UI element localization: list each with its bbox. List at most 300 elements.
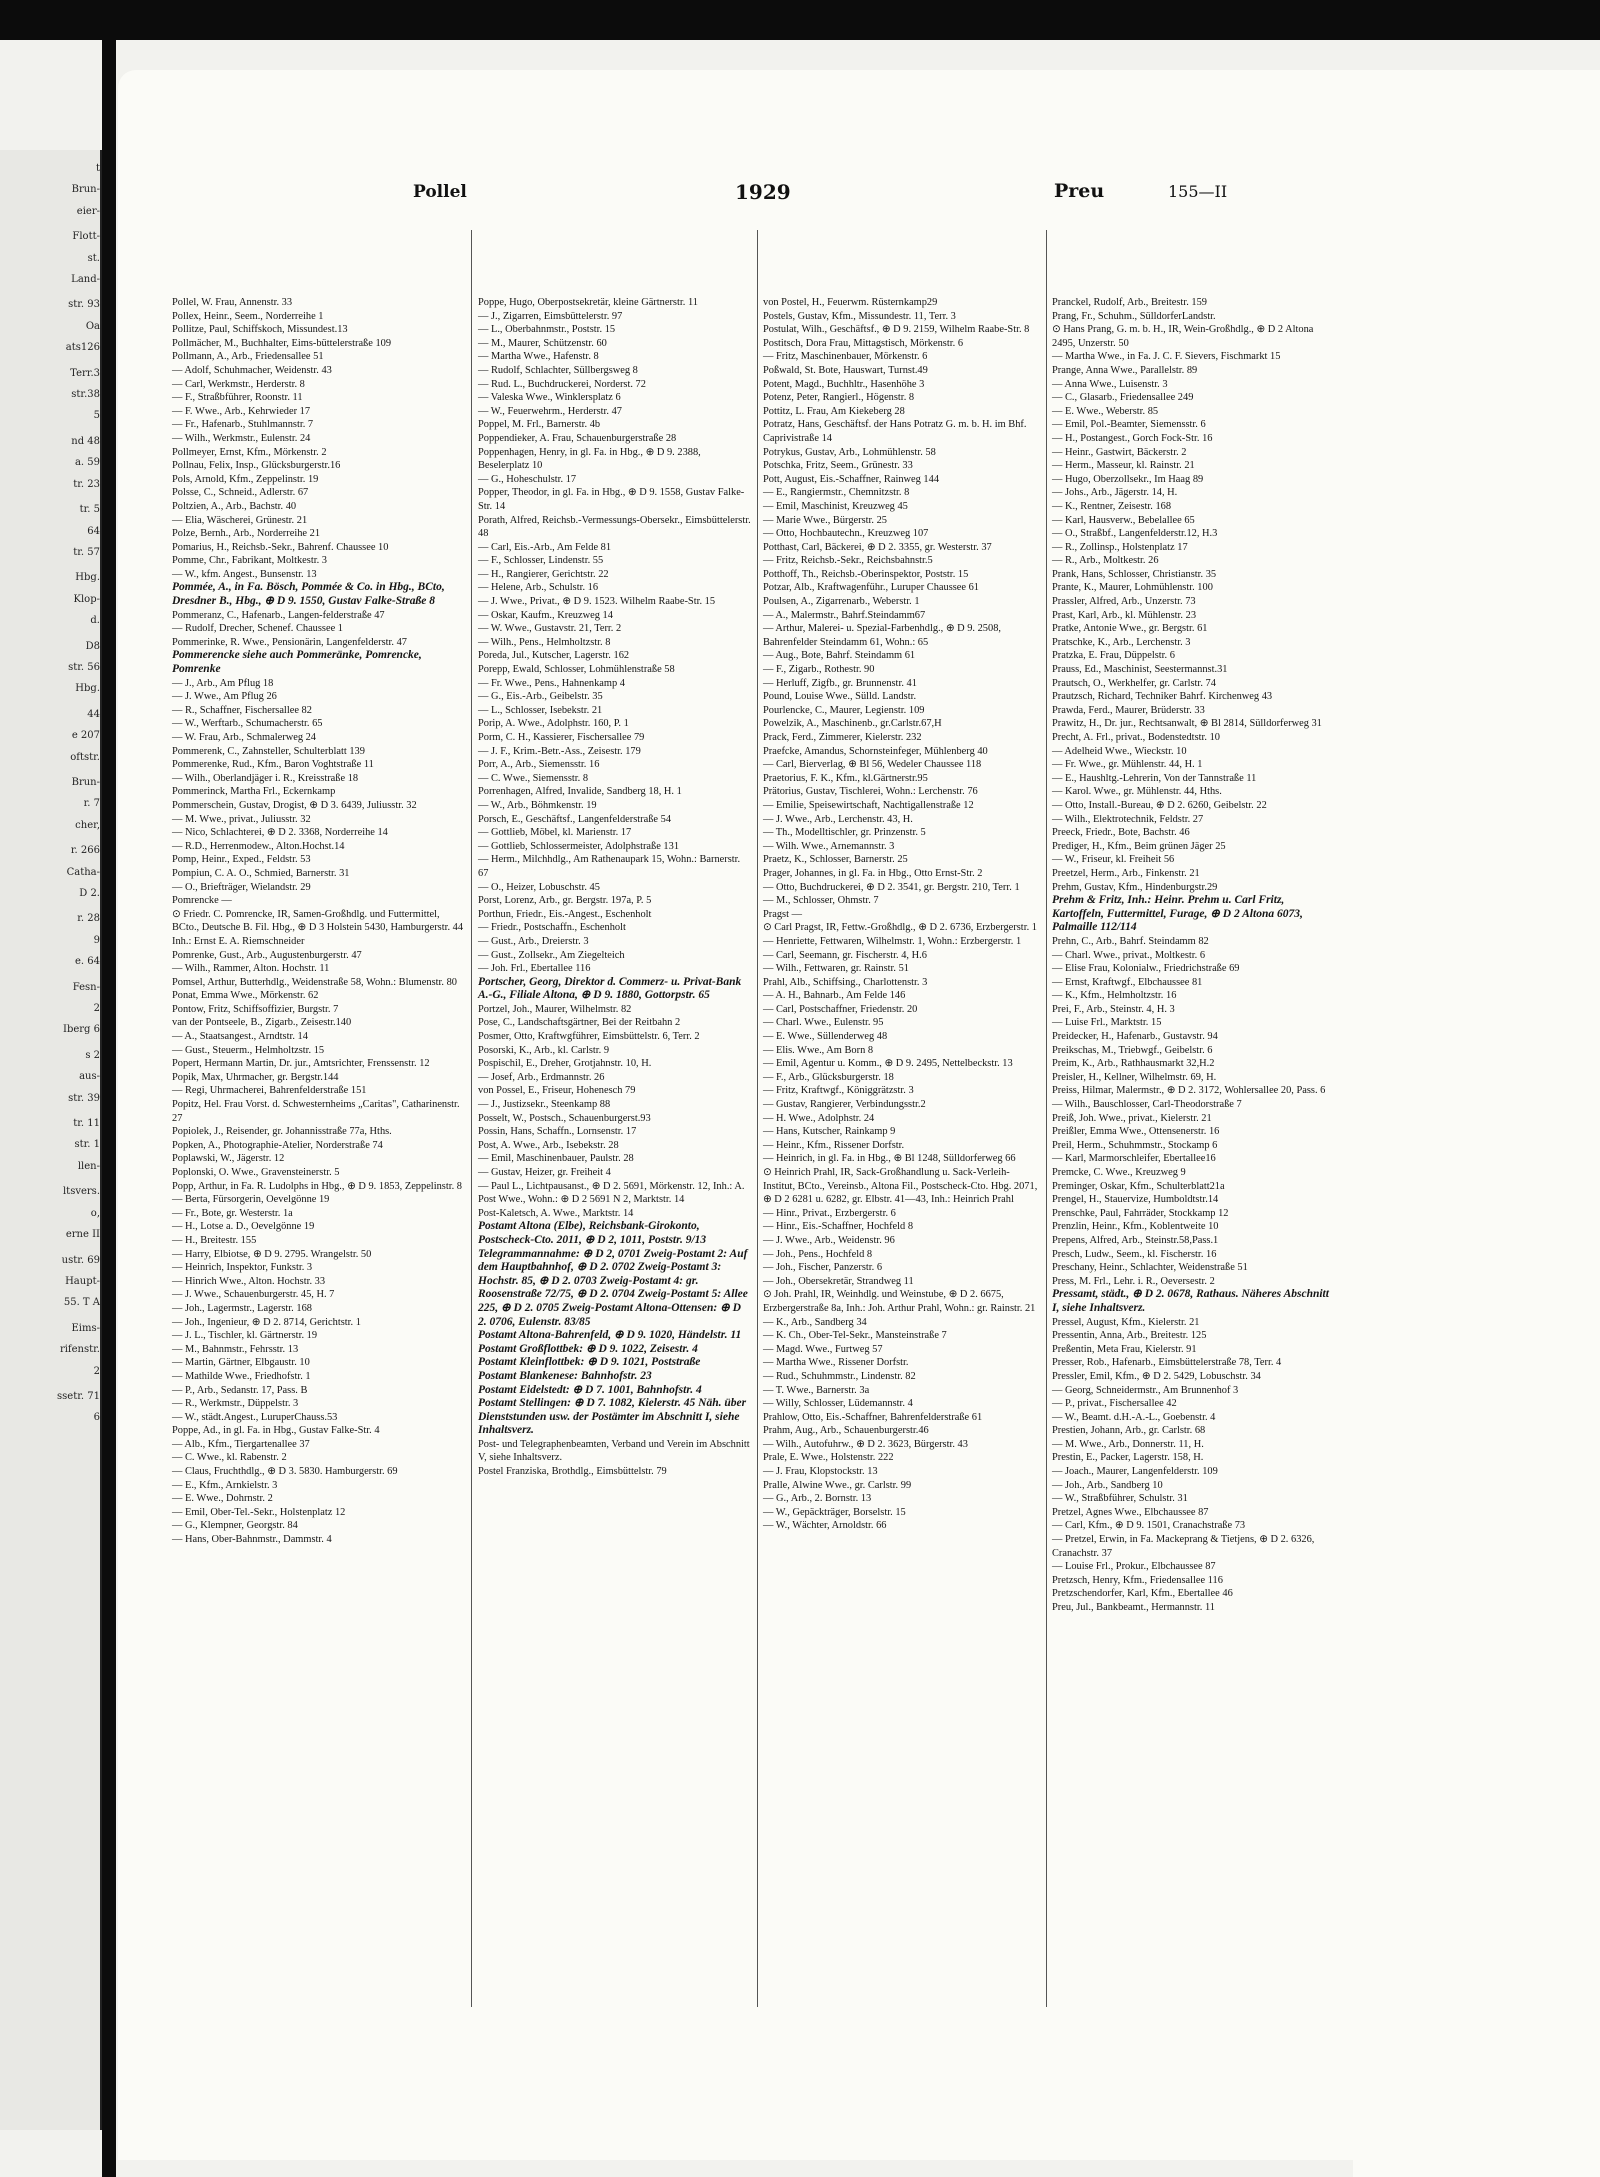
directory-entry: — H., Lotse a. D., Oevelgönne 19 [172, 1221, 315, 1233]
directory-entry: Postels, Gustav, Kfm., Missundestr. 11, Terr. 3 [763, 310, 956, 322]
directory-entry: — K., Arb., Sandberg 34 [763, 1316, 867, 1328]
directory-entry: — Fr. Wwe., Pens., Hahnenkamp 4 [478, 677, 625, 689]
directory-entry: — J. F., Krim.-Betr.-Ass., Zeisestr. 179 [478, 745, 641, 757]
directory-entry: Presch, Ludw., Seem., kl. Fischerstr. 16 [1052, 1248, 1217, 1260]
directory-entry: — Martin, Gärtner, Elbgaustr. 10 [172, 1357, 310, 1369]
directory-entry: — M. Wwe., Arb., Donnerstr. 11, H. [1052, 1438, 1204, 1450]
left-page-fragment-line: D8 [85, 640, 100, 652]
directory-entry: ⊙ Heinrich Prahl, IR, Sack-Großhandlung u. Sack-Verleih-Institut, BCto., Vereinsb., Altona Fil., Postscheck-Cto. Hbg. 2071, ⊕ D 2 6281 u. 6282, gr. Elbstr. 41—43, Inh.: Heinrich Prahl [763, 1167, 1038, 1206]
directory-entry: — W. Wwe., Gustavstr. 21, Terr. 2 [478, 623, 622, 635]
left-page-fragment-line: e 207 [71, 730, 100, 742]
directory-entry: — Otto, Buchdruckerei, ⊕ D 2. 3541, gr. Bergstr. 210, Terr. 1 [763, 881, 1020, 893]
directory-entry: Preikschas, M., Triebwgf., Geibelstr. 6 [1052, 1044, 1213, 1056]
directory-entry: Preeck, Friedr., Bote, Bachstr. 46 [1052, 827, 1190, 839]
directory-entry: Pommée, A., in Fa. Bösch, Pommée & Co. in Hbg., BCto, Dresdner B., Hbg., ⊕ D 9. 1550, Gustav Falke-Straße 8 [172, 581, 445, 608]
directory-entry: Prahm, Aug., Arb., Schauenburgerstr.46 [763, 1425, 929, 1437]
directory-entry: Prei, F., Arb., Steinstr. 4, H. 3 [1052, 1003, 1175, 1015]
directory-entry: Postamt Großflottbek: ⊕ D 9. 1022, Zeisestr. 4 [478, 1342, 698, 1355]
directory-entry: Preetzel, Herm., Arb., Finkenstr. 21 [1052, 867, 1200, 879]
directory-entry: Pommeranz, C., Hafenarb., Langen-felderstraße 47 [172, 609, 385, 621]
directory-entry: Poßwald, St. Bote, Hauswart, Turnst.49 [763, 364, 928, 376]
directory-entry: Preisler, H., Kellner, Wilhelmstr. 69, H. [1052, 1071, 1217, 1083]
directory-entry: — K. Ch., Ober-Tel-Sekr., Mansteinstraße 7 [763, 1330, 947, 1342]
directory-entry: Postamt Kleinflottbek: ⊕ D 9. 1021, Poststraße [478, 1356, 701, 1369]
directory-column-4 [1052, 296, 1334, 1615]
directory-entry: Pranckel, Rudolf, Arb., Breitestr. 159 [1052, 297, 1207, 308]
directory-entry: Pourlencke, C., Maurer, Legienstr. 109 [763, 704, 925, 716]
directory-entry: Pressel, August, Kfm., Kielerstr. 21 [1052, 1316, 1200, 1328]
left-page-fragment-line: t [95, 163, 100, 174]
directory-entry: — F., Arb., Glücksburgerstr. 18 [763, 1071, 894, 1083]
directory-entry: Posorski, K., Arb., kl. Carlstr. 9 [478, 1044, 610, 1056]
directory-entry: — Adolf, Schuhmacher, Weidenstr. 43 [172, 364, 332, 376]
left-page-fragment-line: r. 28 [77, 913, 100, 925]
directory-entry: — Wilh., Rammer, Alton. Hochstr. 11 [172, 963, 330, 975]
directory-entry: Prank, Hans, Schlosser, Christianstr. 35 [1052, 568, 1217, 580]
directory-entry: — Wilh., Pens., Helmholtzstr. 8 [478, 636, 611, 648]
left-page-fragment-line: D 2. [79, 888, 100, 899]
left-page-fragment-line: eier- [76, 205, 100, 217]
directory-entry: — Gust., Zollsekr., Am Ziegelteich [478, 949, 625, 961]
directory-entry: Prengel, H., Stauervize, Humboldtstr.14 [1052, 1194, 1219, 1206]
directory-entry: — P., privat., Fischersallee 42 [1052, 1398, 1177, 1410]
directory-entry: — C., Glasarb., Friedensallee 249 [1052, 392, 1194, 404]
directory-entry: — H., Rangierer, Gerichtstr. 22 [478, 568, 609, 580]
directory-entry: — J., Justizsekr., Steenkamp 88 [478, 1099, 611, 1111]
directory-entry: Pratke, Antonie Wwe., gr. Bergstr. 61 [1052, 623, 1208, 635]
directory-entry: — E., Kfm., Arnkielstr. 3 [172, 1479, 278, 1491]
directory-entry: — Heinrich, Inspektor, Funkstr. 3 [172, 1262, 313, 1274]
directory-entry: Prante, K., Maurer, Lohmühlenstr. 100 [1052, 582, 1213, 594]
directory-entry: Preim, K., Arb., Rathhausmarkt 32,H.2 [1052, 1058, 1215, 1070]
left-page-fragment-line: e. 64 [75, 956, 100, 968]
page-margin [1353, 70, 1600, 2177]
directory-entry: Preißler, Emma Wwe., Ottensenerstr. 16 [1052, 1126, 1220, 1138]
left-page-fragment-line: ltsvers. [62, 1186, 100, 1198]
directory-entry: — Emil, Ober-Tel.-Sekr., Holstenplatz 12 [172, 1506, 346, 1518]
directory-entry: ⊙ Friedr. C. Pomrencke, IR, Samen-Großhdlg. und Futtermittel, BCto., Deutsche B. Fil. Hbg., ⊕ D 3 Holstein 5430, Hamburgerstr. 44 Inh.: Ernst E. A. Riemschneider [172, 908, 464, 947]
directory-entry: — Elise Frau, Kolonialw., Friedrichstraße 69 [1052, 963, 1240, 975]
directory-entry: Porr, A., Arb., Siemensstr. 16 [478, 759, 600, 771]
directory-entry: — W., Werftarb., Schumacherstr. 65 [172, 718, 323, 730]
directory-entry: Potent, Magd., Buchhltr., Hasenhöhe 3 [763, 378, 925, 390]
book-gutter [102, 40, 116, 2177]
directory-entry: — Herm., Milchhdlg., Am Rathenaupark 15, Wohn.: Barnerstr. 67 [478, 854, 741, 879]
directory-entry: Porst, Lorenz, Arb., gr. Bergstr. 197a, P. 5 [478, 895, 652, 907]
directory-entry: — Oskar, Kaufm., Kreuzweg 14 [478, 609, 613, 621]
directory-entry: — C. Wwe., Siemensstr. 8 [478, 772, 589, 784]
directory-entry: — W. Frau, Arb., Schmalerweg 24 [172, 732, 317, 743]
directory-entry: — W., Gepäckträger, Borselstr. 15 [763, 1506, 906, 1518]
directory-entry: — E. Wwe., Süllenderweg 48 [763, 1031, 888, 1043]
directory-entry: Polsse, C., Schneid., Adlerstr. 67 [172, 487, 309, 499]
left-page-fragment-line: 55. T A [63, 1297, 100, 1309]
directory-entry: — R., Zollinsp., Holstenplatz 17 [1052, 541, 1188, 553]
directory-entry: — J., Arb., Am Pflug 18 [172, 677, 274, 689]
directory-entry: Prack, Ferd., Zimmerer, Kielerstr. 232 [763, 732, 922, 743]
left-page-fragment-line: llen- [77, 1160, 100, 1172]
directory-entry: — Joh., Pens., Hochfeld 8 [763, 1248, 873, 1260]
directory-entry: — W., Straßbführer, Schulstr. 31 [1052, 1493, 1188, 1505]
directory-entry: — J. Wwe., Arb., Weidenstr. 96 [763, 1234, 895, 1246]
directory-entry: — Hinr., Privat., Erzbergerstr. 6 [763, 1207, 896, 1219]
directory-entry: — Joach., Maurer, Langenfelderstr. 109 [1052, 1466, 1218, 1478]
directory-entry: Preu, Jul., Bankbeamt., Hermannstr. 11 [1052, 1602, 1215, 1613]
directory-entry: — Arthur, Malerei- u. Spezial-Farbenhdlg., ⊕ D 9. 2508, Bahrenfelder Steindamm 61, Wohn.: 65 [763, 623, 1001, 648]
directory-entry: Pretzschendorfer, Karl, Kfm., Ebertallee 46 [1052, 1588, 1233, 1600]
directory-entry: Prautsch, O., Werkhelfer, gr. Carlstr. 74 [1052, 677, 1216, 689]
left-page-fragment-line: ats126 [65, 342, 100, 354]
directory-entry: Pollmann, A., Arb., Friedensallee 51 [172, 351, 324, 363]
directory-entry: Preminger, Oskar, Kfm., Schulterblatt21a [1052, 1180, 1225, 1192]
directory-entry: ⊙ Joh. Prahl, IR, Weinhdlg. und Weinstube, ⊕ D 2. 6675, Erzbergerstraße 8a, Inh.: Joh. Arthur Prahl, Wohn.: gr. Rainstr. 21 [763, 1289, 1036, 1314]
left-page-fragment-line: ssetr. 71 [57, 1390, 100, 1402]
directory-entry: — Marie Wwe., Bürgerstr. 25 [763, 514, 887, 526]
directory-entry: — Hans, Ober-Bahnmstr., Dammstr. 4 [172, 1534, 332, 1546]
directory-entry: Premcke, C. Wwe., Kreuzweg 9 [1052, 1167, 1186, 1178]
directory-entry: Popert, Hermann Martin, Dr. jur., Amtsrichter, Frenssenstr. 12 [172, 1058, 430, 1070]
left-page-fragment-line: d. [90, 615, 100, 627]
directory-entry: — J. Frau, Klopstockstr. 13 [763, 1466, 878, 1478]
directory-entry: Poppe, Hugo, Oberpostsekretär, kleine Gärtnerstr. 11 [478, 297, 698, 308]
directory-entry: Preil, Herm., Schuhmmstr., Stockamp 6 [1052, 1139, 1218, 1151]
directory-entry: — Elis. Wwe., Am Born 8 [763, 1044, 874, 1056]
directory-entry: Polze, Bernh., Arb., Norderreihe 21 [172, 528, 321, 540]
directory-entry: — E., Rangiermstr., Chemnitzstr. 8 [763, 487, 910, 499]
directory-entry: Pragst — [763, 908, 802, 920]
directory-entry: — E. Wwe., Weberstr. 85 [1052, 405, 1159, 417]
directory-entry: — Heinr., Kfm., Rissener Dorfstr. [763, 1139, 905, 1151]
directory-entry: Pollnau, Felix, Insp., Glücksburgerstr.16 [172, 460, 341, 472]
directory-entry: Pomarius, H., Reichsb.-Sekr., Bahrenf. Chaussee 10 [172, 541, 389, 553]
directory-entry: — Gustav, Heizer, gr. Freiheit 4 [478, 1167, 611, 1178]
directory-entry: Precht, A. Frl., privat., Bodenstedtstr. 10 [1052, 732, 1220, 743]
directory-entry: — Paul L., Lichtpausanst., ⊕ D 2. 5691, Mörkenstr. 12, Inh.: A. Post Wwe., Wohn.: ⊕ D 2 5691 N 2, Marktstr. 14 [478, 1180, 745, 1206]
directory-entry: Potratz, Hans, Geschäftsf. der Hans Potratz G. m. b. H. im Bhf. Caprivistraße 14 [763, 419, 1027, 444]
directory-entry: Portzel, Joh., Maurer, Wilhelmstr. 82 [478, 1003, 632, 1015]
left-page-fragment-line: Terr.3 [70, 367, 100, 379]
directory-entry: Popik, Max, Uhrmacher, gr. Bergstr.144 [172, 1071, 339, 1083]
directory-entry: Prehm, Gustav, Kfm., Hindenburgstr.29 [1052, 881, 1218, 893]
directory-entry: Potenz, Peter, Rangierl., Högenstr. 8 [763, 392, 915, 404]
directory-entry: — L., Oberbahnmstr., Poststr. 15 [478, 324, 616, 336]
directory-entry: — A., Staatsangest., Arndtstr. 14 [172, 1031, 308, 1043]
directory-entry: — Fr., Bote, gr. Westerstr. 1a [172, 1207, 293, 1219]
directory-entry: — P., Arb., Sedanstr. 17, Pass. B [172, 1384, 308, 1396]
directory-entry: Poulsen, A., Zigarrenarb., Weberstr. 1 [763, 596, 920, 608]
left-page-fragment-line: oftstr. [70, 751, 100, 763]
directory-entry: — Karl, Hausverw., Bebelallee 65 [1052, 514, 1195, 526]
directory-entry: Poplawski, W., Jägerstr. 12 [172, 1153, 285, 1165]
directory-entry: — F. Wwe., Arb., Kehrwieder 17 [172, 405, 311, 417]
directory-entry: Praefcke, Amandus, Schornsteinfeger, Mühlenberg 40 [763, 745, 988, 757]
directory-entry: — R., Werkmstr., Düppelstr. 3 [172, 1398, 299, 1410]
left-page-fragment-line: 5 [93, 410, 100, 422]
directory-entry: — K., Rentner, Zeisestr. 168 [1052, 500, 1172, 512]
directory-entry: — Carl, Postschaffner, Friedenstr. 20 [763, 1003, 918, 1015]
directory-entry: — Emil, Agentur u. Komm., ⊕ D 9. 2495, Nettelbeckstr. 13 [763, 1058, 1013, 1070]
directory-entry: — Charl. Wwe., Eulenstr. 95 [763, 1017, 884, 1029]
left-page-fragment-line: tr. 5 [79, 504, 100, 516]
left-page-fragment-line: tr. 23 [73, 478, 100, 490]
directory-entry: Prassler, Alfred, Arb., Unzerstr. 73 [1052, 596, 1196, 608]
directory-entry: — Gottlieb, Möbel, kl. Marienstr. 17 [478, 827, 632, 839]
directory-entry: Porm, C. H., Kassierer, Fischersallee 79 [478, 732, 645, 743]
directory-entry: — Emil, Maschinist, Kreuzweg 45 [763, 500, 908, 512]
directory-entry: Pollex, Heinr., Seem., Norderreihe 1 [172, 310, 324, 322]
directory-entry: — M., Maurer, Schützenstr. 60 [478, 337, 607, 349]
directory-entry: Postulat, Wilh., Geschäftsf., ⊕ D 9. 2159, Wilhelm Raabe-Str. 8 [763, 324, 1030, 336]
directory-entry: — Rud. L., Buchdruckerei, Norderst. 72 [478, 378, 646, 390]
directory-entry: — Wilh., Werkmstr., Eulenstr. 24 [172, 432, 311, 444]
directory-entry: Pompiun, C. A. O., Schmied, Barnerstr. 31 [172, 867, 350, 879]
directory-entry: — Fritz, Maschinenbauer, Mörkenstr. 6 [763, 351, 928, 363]
directory-entry: — J. L., Tischler, kl. Gärtnerstr. 19 [172, 1330, 318, 1342]
directory-entry: — Joh., Obersekretär, Strandweg 11 [763, 1275, 914, 1287]
directory-entry: Popper, Theodor, in gl. Fa. in Hbg., ⊕ D 9. 1558, Gustav Falke-Str. 14 [478, 487, 745, 512]
directory-entry: Poltzien, A., Arb., Bachstr. 40 [172, 500, 297, 512]
left-page-fragment-line: str. 56 [68, 661, 100, 673]
directory-entry: — H., Postangest., Gorch Fock-Str. 16 [1052, 432, 1213, 444]
directory-entry: Prale, E. Wwe., Holstenstr. 222 [763, 1452, 894, 1464]
directory-entry: — Regi, Uhrmacherei, Bahrenfelderstraße 151 [172, 1085, 367, 1097]
left-page-fragment-line: Brun- [71, 184, 100, 196]
directory-entry: Potthast, Carl, Bäckerei, ⊕ D 2. 3355, gr. Westerstr. 37 [763, 541, 992, 553]
directory-entry: — J., Zigarren, Eimsbüttelerstr. 97 [478, 310, 623, 322]
directory-entry: Postamt Blankenese: Bahnhofstr. 23 [478, 1369, 652, 1382]
directory-entry: — A. H., Bahnarb., Am Felde 146 [763, 990, 906, 1002]
left-page-fragment-line: s 2 [85, 1049, 100, 1061]
directory-entry: — Gustav, Rangierer, Verbindungsstr.2 [763, 1099, 926, 1111]
directory-entry: Popp, Arthur, in Fa. R. Ludolphs in Hbg., ⊕ D 9. 1853, Zeppelinstr. 8 [172, 1180, 462, 1192]
directory-entry: Pommerenk, C., Zahnsteller, Schulterblatt 139 [172, 745, 365, 757]
left-page-fragment-line: ustr. 69 [61, 1254, 100, 1266]
directory-entry: — Magd. Wwe., Furtweg 57 [763, 1343, 883, 1355]
directory-entry: Pomsel, Arthur, Butterhdlg., Weidenstraße 58, Wohn.: Blumenstr. 80 [172, 976, 457, 988]
directory-entry: Pollmächer, M., Buchhalter, Eims-büttelerstraße 109 [172, 337, 392, 349]
directory-entry: Preßentin, Meta Frau, Kielerstr. 91 [1052, 1343, 1197, 1355]
directory-entry: — Karl, Marmorschleifer, Ebertallee16 [1052, 1153, 1216, 1165]
directory-entry: — Wilh., Autofuhrw., ⊕ D 2. 3623, Bürgerstr. 43 [763, 1438, 968, 1450]
directory-entry: — F., Straßbführer, Roonstr. 11 [172, 392, 303, 404]
directory-entry: — Joh., Lagermstr., Lagerstr. 168 [172, 1302, 312, 1314]
directory-entry: — Adelheid Wwe., Wieckstr. 10 [1052, 745, 1187, 757]
directory-entry: — Wilh., Elektrotechnik, Feldstr. 27 [1052, 813, 1204, 825]
directory-entry: — T. Wwe., Barnerstr. 3a [763, 1384, 870, 1396]
directory-entry: ⊙ Hans Prang, G. m. b. H., IR, Wein-Großhdlg., ⊕ D 2 Altona 2495, Unzerstr. 50 [1052, 324, 1314, 349]
directory-entry: — Georg, Schneidermstr., Am Brunnenhof 3 [1052, 1384, 1239, 1396]
left-page-fragment-line: st. [87, 252, 100, 264]
left-page-fragment-line: 9 [93, 934, 100, 946]
directory-entry: — Fr. Wwe., gr. Mühlenstr. 44, H. 1 [1052, 759, 1203, 771]
left-page-fragment-line: 44 [87, 708, 100, 720]
left-page-fragment [0, 150, 103, 2130]
directory-entry: — Gottlieb, Schlossermeister, Adolphstraße 131 [478, 840, 680, 852]
left-page-fragment-line: r. 7 [83, 798, 100, 810]
left-page-fragment-line: Eims- [71, 1322, 100, 1334]
column-rule [757, 230, 758, 2007]
directory-entry: — Friedr., Postschaffn., Eschenholt [478, 922, 626, 934]
directory-entry: Popitz, Hel. Frau Vorst. d. Schwesternheims „Caritas", Catharinenstr. 27 [172, 1099, 460, 1124]
directory-entry: — Carl, Eis.-Arb., Am Felde 81 [478, 541, 612, 553]
directory-entry: Pommerinke, R. Wwe., Pensionärin, Langenfelderstr. 47 [172, 636, 407, 648]
directory-entry: — Fritz, Reichsb.-Sekr., Reichsbahnstr.5 [763, 555, 933, 567]
directory-entry: — Heinrich, in gl. Fa. in Hbg., ⊕ Bl 1248, Sülldorferweg 66 [763, 1153, 1016, 1165]
left-page-fragment-line: nd 48 [71, 435, 100, 447]
directory-entry: — O., Straßbf., Langenfelderstr.12, H.3 [1052, 528, 1218, 540]
directory-entry: — J. Wwe., Arb., Lerchenstr. 43, H. [763, 813, 913, 825]
directory-entry: Prange, Anna Wwe., Parallelstr. 89 [1052, 364, 1198, 376]
directory-entry: — Helene, Arb., Schulstr. 16 [478, 582, 599, 594]
directory-entry: — Wilh. Wwe., Arnemannstr. 3 [763, 840, 895, 852]
directory-entry: Pommerschein, Gustav, Drogist, ⊕ D 3. 6439, Juliusstr. 32 [172, 799, 417, 811]
directory-entry: Prestien, Johann, Arb., gr. Carlstr. 68 [1052, 1425, 1206, 1437]
left-page-fragment-line: Haupt- [65, 1275, 100, 1287]
directory-entry: — R., Arb., Moltkestr. 26 [1052, 555, 1159, 567]
left-page-fragment-line: Hbg. [75, 683, 100, 695]
directory-entry: Porsch, E., Geschäftsf., Langenfelderstraße 54 [478, 813, 672, 825]
directory-entry: Pollel, W. Frau, Annenstr. 33 [172, 297, 293, 308]
directory-entry: — Louise Frl., Prokur., Elbchaussee 87 [1052, 1561, 1216, 1573]
directory-entry: ⊙ Carl Pragst, IR, Fettw.-Großhdlg., ⊕ D 2. 6736, Erzbergerstr. 1 [763, 922, 1037, 934]
directory-entry: — Luise Frl., Marktstr. 15 [1052, 1017, 1162, 1029]
directory-entry: — Emil, Pol.-Beamter, Siemensstr. 6 [1052, 419, 1206, 431]
directory-entry: — Hinr., Eis.-Schaffner, Hochfeld 8 [763, 1221, 914, 1233]
directory-entry: — E., Haushltg.-Lehrerin, Von der Tannstraße 11 [1052, 772, 1257, 784]
directory-entry: Pratschke, K., Arb., Lerchenstr. 3 [1052, 636, 1191, 648]
directory-entry: — F., Zigarb., Rothestr. 90 [763, 664, 875, 676]
column-rule [471, 230, 472, 2007]
directory-entry: — Herm., Masseur, kl. Rainstr. 21 [1052, 460, 1195, 472]
left-page-fragment-line: str. 1 [74, 1139, 100, 1151]
left-page-fragment-line: str. 39 [68, 1092, 100, 1104]
left-page-fragment-line: Oa [85, 320, 100, 332]
directory-entry: — Joh. Frl., Ebertallee 116 [478, 963, 591, 975]
directory-entry: — G., Eis.-Arb., Geibelstr. 35 [478, 691, 603, 703]
left-page-fragment-line: Catha- [66, 866, 100, 878]
directory-entry: Prahlow, Otto, Eis.-Schaffner, Bahrenfelderstraße 61 [763, 1411, 983, 1423]
directory-entry: — Ernst, Kraftwgf., Elbchaussee 81 [1052, 976, 1203, 988]
directory-entry: Pressler, Emil, Kfm., ⊕ D 2. 5429, Lobuschstr. 34 [1052, 1370, 1261, 1382]
directory-entry: Preiß, Joh. Wwe., privat., Kielerstr. 21 [1052, 1112, 1212, 1124]
directory-entry: Poppel, M. Frl., Barnerstr. 4b [478, 419, 601, 431]
directory-entry: — G., Klempner, Georgstr. 84 [172, 1520, 298, 1532]
directory-entry: Pressentin, Anna, Arb., Breitestr. 125 [1052, 1330, 1207, 1342]
directory-entry: Possin, Hans, Schaffn., Lornsenstr. 17 [478, 1126, 637, 1138]
directory-entry: — Aug., Bote, Bahrf. Steindamm 61 [763, 650, 916, 662]
directory-entry: Popiolek, J., Reisender, gr. Johannisstraße 77a, Hths. [172, 1126, 392, 1138]
directory-entry: Pressamt, städt., ⊕ D 2. 0678, Rathaus. Näheres Abschnitt I, siehe Inhaltsverz. [1052, 1288, 1329, 1314]
header-page-number: 155—II [1168, 182, 1228, 201]
directory-entry: — Rud., Schuhmmstr., Lindenstr. 82 [763, 1370, 916, 1382]
directory-entry: — Hans, Kutscher, Rainkamp 9 [763, 1126, 896, 1138]
header-year: 1929 [735, 180, 791, 204]
directory-column-3 [763, 296, 1041, 1533]
directory-entry: Pommerenke, Rud., Kfm., Baron Voghtstraße 11 [172, 759, 374, 771]
directory-entry: Press, M. Frl., Lehr. i. R., Oeversestr. 2 [1052, 1275, 1215, 1287]
directory-entry: Post-Kaletsch, A. Wwe., Marktstr. 14 [478, 1207, 634, 1219]
directory-entry: Poppenhagen, Henry, in gl. Fa. in Hbg., ⊕ D 9. 2388, Beselerplatz 10 [478, 446, 701, 472]
directory-entry: — C. Wwe., kl. Rabenstr. 2 [172, 1452, 287, 1464]
directory-entry: — G., Hoheschulstr. 17 [478, 473, 577, 485]
directory-entry: — W., kfm. Angest., Bunsenstr. 13 [172, 568, 317, 580]
header-right-word: Preu [1054, 180, 1105, 202]
directory-entry: Pospischil, E., Dreher, Grotjahnstr. 10, H. [478, 1058, 652, 1070]
directory-entry: Prast, Karl, Arb., kl. Mühlenstr. 23 [1052, 609, 1197, 621]
directory-entry: — M. Wwe., privat., Juliusstr. 32 [172, 813, 311, 825]
directory-entry: — W., städt.Angest., LuruperChauss.53 [172, 1411, 338, 1423]
directory-entry: Pomme, Chr., Fabrikant, Moltkestr. 3 [172, 555, 327, 567]
directory-entry: van der Pontseele, B., Zigarb., Zeisestr.140 [172, 1017, 352, 1029]
directory-entry: — Mathilde Wwe., Friedhofstr. 1 [172, 1370, 311, 1382]
directory-entry: — J. Wwe., Privat., ⊕ D 9. 1523. Wilhelm Raabe-Str. 15 [478, 596, 716, 608]
directory-entry: — F., Schlosser, Lindenstr. 55 [478, 555, 604, 567]
directory-entry: — Rudolf, Schlachter, Süllbergsweg 8 [478, 364, 638, 376]
directory-entry: — W., Feuerwehrm., Herderstr. 47 [478, 405, 622, 417]
left-page-fragment-line: a. 59 [74, 457, 100, 469]
directory-entry: Pomp, Heinr., Exped., Feldstr. 53 [172, 854, 311, 866]
directory-entry: — Claus, Fruchthdlg., ⊕ D 3. 5830. Hamburgerstr. 69 [172, 1466, 398, 1478]
directory-entry: — Elia, Wäscherei, Grünestr. 21 [172, 514, 308, 526]
directory-entry: — Willy, Schlosser, Lüdemannstr. 4 [763, 1398, 913, 1410]
left-page-fragment-line: r. 266 [70, 845, 100, 857]
directory-entry: Prautzsch, Richard, Techniker Bahrf. Kirchenweg 43 [1052, 691, 1273, 703]
left-page-fragment-line: tr. 11 [73, 1118, 100, 1130]
directory-entry: — Pretzel, Erwin, in Fa. Mackeprang & Tietjens, ⊕ D 2. 6326, Cranachstr. 37 [1052, 1534, 1315, 1559]
directory-entry: Prager, Johannes, in gl. Fa. in Hbg., Otto Ernst-Str. 2 [763, 867, 983, 879]
directory-entry: — Joh., Ingenieur, ⊕ D 2. 8714, Gerichtstr. 1 [172, 1316, 361, 1328]
directory-entry: Pommerinck, Martha Frl., Eckernkamp [172, 786, 336, 798]
page-header [300, 180, 1300, 220]
directory-entry: Postamt Eidelstedt: ⊕ D 7. 1001, Bahnhofstr. 4 [478, 1383, 702, 1396]
directory-entry: Pomrenke, Gust., Arb., Augustenburgerstr. 47 [172, 949, 362, 961]
directory-entry: — Heinr., Gastwirt, Bäckerstr. 2 [1052, 446, 1187, 458]
directory-entry: Pols, Arnold, Kfm., Zeppelinstr. 19 [172, 473, 319, 485]
directory-column-2 [478, 296, 752, 1479]
directory-entry: Pretzel, Agnes Wwe., Elbchaussee 87 [1052, 1506, 1209, 1518]
directory-entry: — J. Wwe., Schauenburgerstr. 45, H. 7 [172, 1289, 335, 1301]
directory-entry: — Fritz, Kraftwgf., Königgrätzstr. 3 [763, 1085, 914, 1097]
directory-entry: Post, A. Wwe., Arb., Isebekstr. 28 [478, 1139, 619, 1151]
directory-entry: Poppendieker, A. Frau, Schauenburgerstraße 28 [478, 432, 677, 444]
directory-entry: Pound, Louise Wwe., Sülld. Landstr. [763, 691, 917, 703]
directory-entry: — Nico, Schlachterei, ⊕ D 2. 3368, Norderreihe 14 [172, 827, 388, 839]
directory-entry: — Fr., Hafenarb., Stuhlmannstr. 7 [172, 419, 314, 431]
directory-entry: — L., Schlosser, Isebekstr. 21 [478, 704, 603, 716]
directory-entry: Praetorius, F. K., Kfm., kl.Gärtnerstr.95 [763, 772, 928, 784]
left-page-fragment-line: 2 [93, 1365, 100, 1377]
directory-entry: — O., Briefträger, Wielandstr. 29 [172, 881, 311, 893]
directory-entry: Presser, Rob., Hafenarb., Eimsbüttelerstraße 78, Terr. 4 [1052, 1357, 1282, 1369]
directory-entry: Postamt Altona (Elbe), Reichsbank-Girokonto, Postscheck-Cto. 2011, ⊕ D 2, 1011, Poststr. 9/13 Telegrammannahme: ⊕ D 2, 0701 Zweig-Postamt 2: Auf dem Hauptbahnhof, ⊕ D 2. 0702 Zweig-Postamt 3: Hochstr. 85, ⊕ D 2. 0703 Zweig-Postamt 4: gr. Roosenstraße 72/75, ⊕ D 2. 0704 Zweig-Postamt 5: Allee 225, ⊕ D 2. 0705 Zweig-Postamt Altona-Ottensen: ⊕ D 2. 0706, Eulenstr. 83/85 [478, 1220, 748, 1328]
directory-entry: Postel Franziska, Brothdlg., Eimsbüttelstr. 79 [478, 1466, 667, 1478]
directory-entry: Post- und Telegraphenbeamten, Verband und Verein im Abschnitt V, siehe Inhaltsverz. [478, 1438, 750, 1464]
left-page-fragment-line: 6 [93, 1412, 100, 1424]
directory-entry: — Henriette, Fettwaren, Wilhelmstr. 1, Wohn.: Erzbergerstr. 1 [763, 935, 1022, 947]
directory-entry: — Anna Wwe., Luisenstr. 3 [1052, 378, 1168, 390]
directory-entry: Poreda, Jul., Kutscher, Lagerstr. 162 [478, 650, 630, 662]
directory-entry: — Hugo, Oberzollsekr., Im Haag 89 [1052, 473, 1204, 485]
directory-entry: — R., Schaffner, Fischersallee 82 [172, 704, 312, 716]
directory-entry: — Carl, Kfm., ⊕ D 9. 1501, Cranachstraße 73 [1052, 1520, 1246, 1532]
directory-entry: von Possel, E., Friseur, Hohenesch 79 [478, 1085, 636, 1097]
directory-entry: Pottitz, L. Frau, Am Kiekeberg 28 [763, 405, 905, 417]
directory-entry: Potschka, Fritz, Seem., Grünestr. 33 [763, 460, 913, 472]
directory-entry: Praetz, K., Schlosser, Barnerstr. 25 [763, 854, 908, 866]
directory-entry: — G., Arb., 2. Bornstr. 13 [763, 1493, 872, 1505]
directory-entry: — Gust., Steuerm., Helmholtzstr. 15 [172, 1044, 325, 1056]
directory-entry: — Joh., Arb., Sandberg 10 [1052, 1479, 1163, 1491]
